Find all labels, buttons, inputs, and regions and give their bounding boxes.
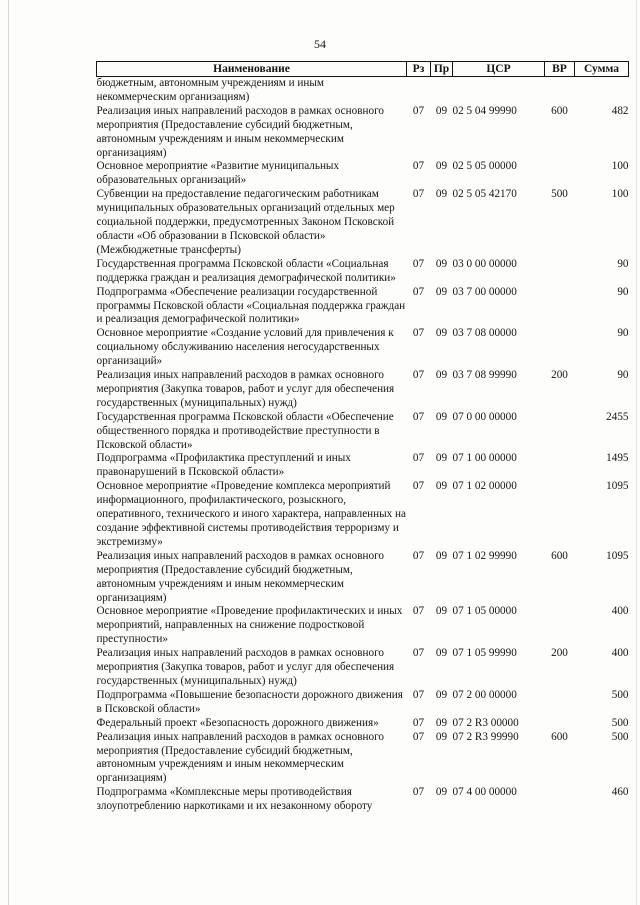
cell-vr <box>545 77 575 105</box>
cell-rz: 07 <box>412 716 425 729</box>
cell-rz: 07 <box>412 188 425 201</box>
cell-name: Реализация иных направлений расходов в рамках основного мероприятия (Предоставление субсидий бюджетным, автономным учреждениям и иным некоммерческим организациям) <box>96 104 384 159</box>
cell-sum: 400 <box>611 647 629 660</box>
cell-pr: 09 <box>435 549 448 562</box>
cell-pr: 09 <box>435 410 448 423</box>
table-row <box>97 480 629 550</box>
cell-vr: 200 <box>551 369 568 382</box>
cell-csr: 02 5 04 99990 <box>452 104 517 117</box>
cell-csr: 07 1 05 99990 <box>452 647 517 660</box>
header-csr: ЦСР <box>453 62 545 77</box>
table-row <box>97 550 629 606</box>
cell-sum: 90 <box>617 369 629 382</box>
table-row <box>97 160 629 188</box>
cell-sum: 90 <box>617 285 629 298</box>
cell-name: Основное мероприятие «Развитие муниципальных образовательных организаций» <box>96 160 340 187</box>
cell-vr <box>545 258 575 286</box>
cell-rz: 07 <box>412 730 425 743</box>
cell-vr: 600 <box>551 104 568 117</box>
cell-csr: 07 4 00 00000 <box>452 786 517 799</box>
table-row <box>97 105 629 161</box>
cell-vr: 500 <box>551 188 568 201</box>
cell-pr: 09 <box>435 688 448 701</box>
table-row <box>97 327 629 369</box>
table-row <box>97 689 629 717</box>
scan-edge-right <box>636 0 637 905</box>
cell-name: Государственная программа Псковской области «Обеспечение общественного порядка и противодействие преступности в Псковской области» <box>96 410 394 451</box>
cell-vr <box>545 286 575 328</box>
cell-csr: 03 0 00 00000 <box>452 257 517 270</box>
cell-pr: 09 <box>435 160 448 173</box>
cell-csr: 02 5 05 00000 <box>452 160 517 173</box>
cell-pr: 09 <box>435 480 448 493</box>
cell-pr: 09 <box>435 188 448 201</box>
cell-pr: 09 <box>435 104 448 117</box>
cell-rz: 07 <box>412 327 425 340</box>
cell-csr: 02 5 05 42170 <box>452 188 517 201</box>
scan-edge-left <box>8 0 9 905</box>
header-name: Наименование <box>97 62 407 77</box>
cell-csr: 07 1 05 00000 <box>452 605 517 618</box>
cell-rz: 07 <box>412 410 425 423</box>
cell-vr <box>545 452 575 480</box>
cell-rz: 07 <box>412 257 425 270</box>
cell-pr: 09 <box>435 327 448 340</box>
cell-vr <box>545 717 575 731</box>
table-row <box>97 647 629 689</box>
cell-sum: 90 <box>617 257 629 270</box>
cell-rz: 07 <box>412 369 425 382</box>
cell-csr: 07 2 R3 00000 <box>452 716 519 729</box>
cell-rz: 07 <box>412 160 425 173</box>
cell-name: Государственная программа Псковской области «Социальная поддержка граждан и реализация демографической политики» <box>96 257 396 284</box>
cell-pr: 09 <box>435 716 448 729</box>
page-number: 54 <box>314 37 326 51</box>
cell-rz: 07 <box>412 605 425 618</box>
cell-name: Реализация иных направлений расходов в рамках основного мероприятия (Закупка товаров, работ и услуг для обеспечения государственных (муниципальных) нужд) <box>96 647 395 687</box>
table-row <box>97 188 629 258</box>
cell-sum: 1495 <box>606 452 629 465</box>
table-row <box>97 286 629 328</box>
cell-rz: 07 <box>412 647 425 660</box>
cell-vr <box>545 327 575 369</box>
cell-pr: 09 <box>435 257 448 270</box>
cell-rz: 07 <box>412 786 425 799</box>
cell-pr: 09 <box>435 786 448 799</box>
table-row <box>97 369 629 411</box>
cell-rz: 07 <box>412 285 425 298</box>
cell-vr <box>545 411 575 453</box>
cell-vr <box>545 689 575 717</box>
cell-name: бюджетным, автономным учреждениям и иным некоммерческим организациям) <box>96 77 324 103</box>
cell-vr <box>545 480 575 550</box>
cell-name: Основное мероприятие «Проведение комплекса мероприятий информационного, профилактического, розыскного, оперативного, технического и иного характера, направленных на создание эффективной системы противодействия терроризму и экстремизму» <box>96 480 407 548</box>
cell-name: Основное мероприятие «Проведение профилактических и иных мероприятий, направленных на снижение подростковой преступности» <box>96 605 403 646</box>
cell-sum: 1095 <box>606 549 629 562</box>
cell-pr: 09 <box>435 452 448 465</box>
cell-pr <box>431 77 453 105</box>
cell-sum: 100 <box>611 160 629 173</box>
cell-name: Подпрограмма «Повышение безопасности дорожного движения в Псковской области» <box>96 688 403 715</box>
cell-sum: 1095 <box>606 480 629 493</box>
cell-pr: 09 <box>435 605 448 618</box>
cell-name: Федеральный проект «Безопасность дорожного движения» <box>96 716 379 729</box>
cell-rz <box>407 77 431 105</box>
cell-pr: 09 <box>435 647 448 660</box>
cell-rz: 07 <box>412 549 425 562</box>
cell-csr: 07 1 00 00000 <box>452 452 517 465</box>
cell-csr: 03 7 08 99990 <box>452 369 517 382</box>
cell-rz: 07 <box>412 480 425 493</box>
cell-sum: 500 <box>611 716 629 729</box>
table-row <box>97 452 629 480</box>
cell-name: Субвенции на предоставление педагогическим работникам муниципальных образовательных организаций отдельных мер социальной поддержки, предусмотренных Законом Псковской области «Об образовании в Псковской области» (Межбюджетные трансферты) <box>96 188 395 256</box>
cell-name: Реализация иных направлений расходов в рамках основного мероприятия (Предоставление субсидий бюджетным, автономным учреждениям и иным некоммерческим организациям) <box>96 730 384 785</box>
table-row <box>97 717 629 731</box>
cell-name: Основное мероприятие «Создание условий для привлечения к социальному обслуживанию населения негосударственных организаций» <box>96 327 394 368</box>
header-vr: ВР <box>545 62 575 77</box>
cell-csr: 07 2 R3 99990 <box>452 730 519 743</box>
cell-vr: 600 <box>551 549 568 562</box>
table-row <box>97 411 629 453</box>
cell-name: Реализация иных направлений расходов в рамках основного мероприятия (Закупка товаров, работ и услуг для обеспечения государственных (муниципальных) нужд) <box>96 369 395 409</box>
header-pr: Пр <box>431 62 453 77</box>
cell-vr: 200 <box>551 647 568 660</box>
cell-sum: 90 <box>617 327 629 340</box>
cell-rz: 07 <box>412 104 425 117</box>
table-row <box>97 786 629 814</box>
cell-sum <box>575 77 629 105</box>
budget-table <box>96 61 629 814</box>
cell-rz: 07 <box>412 688 425 701</box>
cell-csr: 07 1 02 99990 <box>452 549 517 562</box>
cell-pr: 09 <box>435 369 448 382</box>
cell-vr: 600 <box>551 730 568 743</box>
header-rz: Рз <box>407 62 431 77</box>
cell-pr: 09 <box>435 730 448 743</box>
cell-csr: 07 0 00 00000 <box>452 410 517 423</box>
cell-name: Подпрограмма «Комплексные меры противодействия злоупотреблению наркотиками и их незаконному обороту <box>96 786 373 813</box>
cell-vr <box>545 786 575 814</box>
cell-csr: 07 2 00 00000 <box>452 688 517 701</box>
cell-sum: 2455 <box>606 410 629 423</box>
cell-sum: 100 <box>611 188 629 201</box>
cell-csr: 07 1 02 00000 <box>452 480 517 493</box>
header-sum: Сумма <box>575 62 629 77</box>
cell-pr: 09 <box>435 285 448 298</box>
table-header-row <box>97 62 629 77</box>
cell-sum: 460 <box>611 786 629 799</box>
cell-name: Реализация иных направлений расходов в рамках основного мероприятия (Предоставление субсидий бюджетным, автономным учреждениям и иным некоммерческим организациям) <box>96 549 384 604</box>
cell-csr <box>453 77 545 105</box>
cell-sum: 482 <box>611 104 629 117</box>
table-row <box>97 77 629 105</box>
cell-vr <box>545 605 575 647</box>
table-row <box>97 605 629 647</box>
cell-name: Подпрограмма «Обеспечение реализации государственной программы Псковской области «Социальная поддержка граждан и реализация демографической политики» <box>96 285 406 326</box>
cell-name: Подпрограмма «Профилактика преступлений и иных правонарушений в Псковской области» <box>96 452 351 479</box>
cell-vr <box>545 160 575 188</box>
table-row <box>97 258 629 286</box>
cell-csr: 03 7 08 00000 <box>452 327 517 340</box>
cell-sum: 500 <box>611 688 629 701</box>
table-row <box>97 731 629 787</box>
cell-rz: 07 <box>412 452 425 465</box>
cell-sum: 500 <box>611 730 629 743</box>
table-body <box>97 77 629 815</box>
cell-csr: 03 7 00 00000 <box>452 285 517 298</box>
cell-sum: 400 <box>611 605 629 618</box>
